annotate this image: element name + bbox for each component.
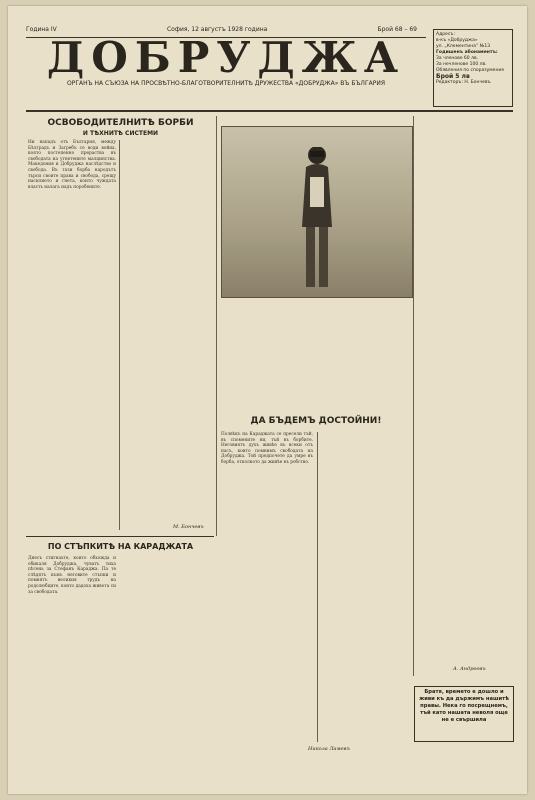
address-label: Адресъ: — [436, 32, 455, 37]
subscription-label: Годишенъ абонаментъ: — [436, 50, 498, 55]
ads-label: Обявления по споразумение — [436, 68, 505, 73]
subscription-box — [433, 29, 513, 107]
address-name: в-къ «Добруджа» — [436, 38, 478, 43]
column-divider — [119, 140, 120, 530]
portrait-photo — [221, 126, 413, 298]
article3-author: Никола Ламевъ — [308, 746, 350, 752]
address-street: ул. „Клементина“ №13 — [436, 44, 491, 49]
article1-subtitle: И ТѢХНИТѢ СИСТЕМИ — [82, 130, 159, 137]
newspaper-page — [8, 6, 527, 794]
column-divider — [317, 432, 318, 742]
standing-figure-icon — [292, 147, 342, 297]
article1-author: М. Бончевъ — [173, 524, 204, 530]
section-rule — [26, 536, 214, 537]
article2-title: ДА БЪДЕМЪ ДОСТОЙНИ! — [250, 416, 382, 426]
article3-title: ПО СТЪПКИТѢ НА КАРАДЖАТА — [47, 542, 194, 551]
column-divider — [216, 116, 217, 536]
article1-column1: Ни нападъ отъ България, между Бѣлградъ и Загребъ се води война, която постепенно прераства въ свободата на угнетените малцинства. Македония и Добруджа наслѣдство и свобода. Въ тази борба народътъ търси своите права и свобода, срещу насилието и гнета, които чуждата власть налага надъ поробените. — [28, 140, 116, 190]
callout-box: Братя, времето е дошло и живи къ да държимъ нашитѣ правы. Нека го посрещнемъ, тъй като нашата неволя още не е свършила — [414, 686, 514, 742]
members-price: За членове 60 лв. — [436, 56, 479, 61]
article2-author: А. Андреевъ — [453, 666, 486, 672]
masthead-subtitle: ОРГАНЪ НА СЪЮЗА НА ПРОСВѢТНО-БЛАГОТВОРИТЕЛНИТѢ ДРУЖЕСТВА «ДОБРУДЖА» ВЪ БЪЛГАРИЯ — [66, 80, 385, 87]
masthead-rule — [26, 110, 513, 112]
date-label: София, 12 августъ 1928 година — [166, 26, 268, 33]
article3-column1: Днесъ стигнахте, които обхожда и обикаля Добруджа, чуватъ тиха пѣсень за Стефанъ Караджа. Па те слѣдятъ къмъ неговите стъпки и помнятъ великия трудъ на родолюбците, които дадоха живота си за свободата. — [28, 556, 116, 595]
issue-price: Брой 5 лв — [436, 73, 470, 80]
issue-label: Брой 68 – 69 — [377, 26, 417, 33]
article1-title: ОСВОБОДИТЕЛНИТѢ БОРБИ — [47, 118, 194, 128]
column-divider — [413, 116, 414, 676]
nonmembers-price: За нечленове 100 лв. — [436, 62, 487, 67]
masthead-title: ДОБРУДЖА — [46, 33, 406, 82]
year-label: Година IV — [26, 26, 57, 33]
article2-column1: Полвѣкъ на Караджата се пресели тъй, въ спомените ни, тъй въ борбите. Неговиятъ духъ живѣе въ всеки отъ насъ, които помнимъ свободата на Добруджа. Той предпочете да умре въ борба, отколкото да живѣе въ робство. — [221, 432, 313, 465]
editor-label: Редакторъ: Н. Бончевъ — [436, 80, 491, 85]
